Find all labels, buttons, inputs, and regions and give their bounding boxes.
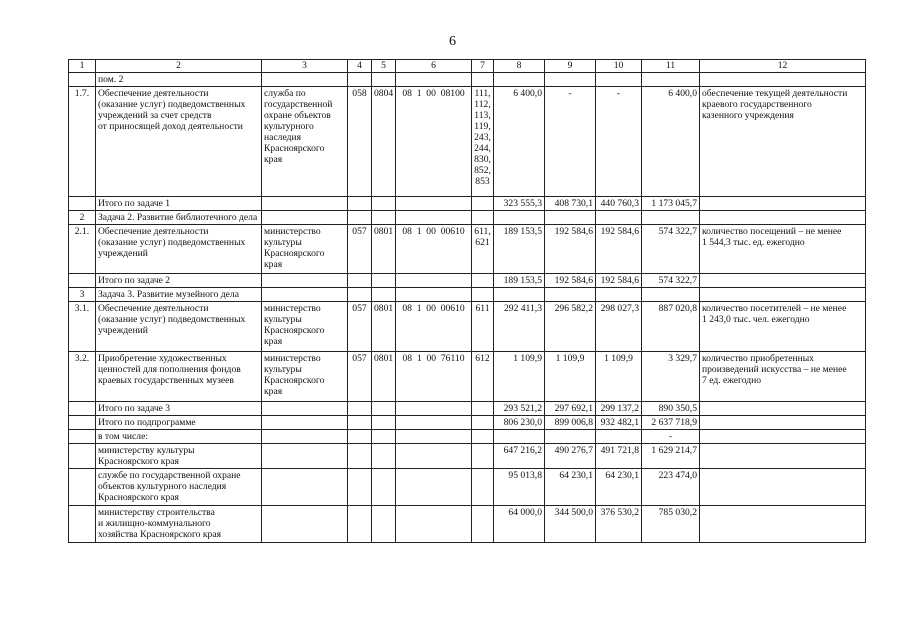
- table-row: [69, 87, 866, 197]
- table-row: [69, 197, 866, 211]
- header-cell: 10: [596, 60, 642, 73]
- row-number: 1.7.: [69, 87, 96, 197]
- header-cell: 9: [545, 60, 596, 73]
- header-cell: 2: [96, 60, 262, 73]
- table-row: [69, 469, 866, 506]
- value-year1: 323 555,3: [494, 197, 545, 211]
- value-year3: 299 137,2: [596, 402, 642, 416]
- row-number: 3: [69, 288, 96, 302]
- row-label: министерству строительства и жилищно-коммунального хозяйства Красноярского края: [96, 506, 262, 543]
- value-year1: 806 230,0: [494, 416, 545, 430]
- value-year1: 64 000,0: [494, 506, 545, 543]
- value-total: 1 629 214,7: [642, 444, 700, 469]
- value-total: 785 030,2: [642, 506, 700, 543]
- header-cell: 6: [396, 60, 472, 73]
- value-year2: 344 500,0: [545, 506, 596, 543]
- rzpr-code: 0804: [372, 87, 396, 197]
- row-label: в том числе:: [96, 430, 262, 444]
- row-label: Обеспечение деятельности (оказание услуг) подведомственных учреждений за счет средств от приносящей доход деятельности: [96, 87, 262, 197]
- row-number: 3.2.: [69, 352, 96, 402]
- value-year2: 490 276,7: [545, 444, 596, 469]
- expected-result: количество приобретенных произведений искусства – не менее 7 ед. ежегодно: [700, 352, 866, 402]
- value-total: 574 322,7: [642, 225, 700, 274]
- grbs-code: 057: [348, 352, 372, 402]
- row-number: 2: [69, 211, 96, 225]
- header-cell: 11: [642, 60, 700, 73]
- value-total: 223 474,0: [642, 469, 700, 506]
- value-year1: 189 153,5: [494, 274, 545, 288]
- csr-code: 08 1 00 76110: [396, 352, 472, 402]
- vr-code: 612: [472, 352, 494, 402]
- header-cell: 1: [69, 60, 96, 73]
- expected-result: обеспечение текущей деятельности краевого государственного казенного учреждения: [700, 87, 866, 197]
- header-cell: 7: [472, 60, 494, 73]
- value-year1: 189 153,5: [494, 225, 545, 274]
- value-year2: 192 584,6: [545, 225, 596, 274]
- value-year3: 440 760,3: [596, 197, 642, 211]
- table-row: [69, 352, 866, 402]
- value-year1: 95 013,8: [494, 469, 545, 506]
- value-year3: 192 584,6: [596, 225, 642, 274]
- value-year1: 6 400,0: [494, 87, 545, 197]
- value-total: 3 329,7: [642, 352, 700, 402]
- header-cell: 12: [700, 60, 866, 73]
- grbs-code: 057: [348, 225, 372, 274]
- table-row: [69, 506, 866, 543]
- value-year2: -: [545, 87, 596, 197]
- value-year2: 192 584,6: [545, 274, 596, 288]
- row-label: Итого по задаче 3: [96, 402, 262, 416]
- value-year1: 292 411,3: [494, 302, 545, 352]
- header-cell: 8: [494, 60, 545, 73]
- value-year3: 192 584,6: [596, 274, 642, 288]
- rzpr-code: 0801: [372, 225, 396, 274]
- value-year2: 297 692,1: [545, 402, 596, 416]
- row-label: Обеспечение деятельности (оказание услуг) подведомственных учреждений: [96, 225, 262, 274]
- vr-code: 111, 112, 113, 119, 243, 244, 830, 852, 853: [472, 87, 494, 197]
- vr-code: 611: [472, 302, 494, 352]
- table-row: [69, 430, 866, 444]
- value-total: 890 350,5: [642, 402, 700, 416]
- header-row: [69, 60, 866, 73]
- value-total: 6 400,0: [642, 87, 700, 197]
- expected-result: количество посетителей – не менее 1 243,0 тыс. чел. ежегодно: [700, 302, 866, 352]
- value-year3: 64 230,1: [596, 469, 642, 506]
- grbs-code: 058: [348, 87, 372, 197]
- value-year3: -: [596, 87, 642, 197]
- value-total: -: [642, 430, 700, 444]
- row-label: Обеспечение деятельности (оказание услуг) подведомственных учреждений: [96, 302, 262, 352]
- row-label: Итого по задаче 1: [96, 197, 262, 211]
- table-row: [69, 444, 866, 469]
- task-title: Задача 2. Развитие библиотечного дела: [96, 211, 262, 225]
- header-cell: 3: [262, 60, 348, 73]
- header-cell: 5: [372, 60, 396, 73]
- value-year2: 408 730,1: [545, 197, 596, 211]
- responsible-org: министерство культуры Красноярского края: [262, 352, 348, 402]
- table-row: [69, 416, 866, 430]
- value-total: 1 173 045,7: [642, 197, 700, 211]
- row-label: министерству культуры Красноярского края: [96, 444, 262, 469]
- row-label: Итого по задаче 2: [96, 274, 262, 288]
- table-row: [69, 73, 866, 87]
- task-row: [69, 288, 866, 302]
- responsible-org: министерство культуры Красноярского края: [262, 225, 348, 274]
- value-year2: 296 582,2: [545, 302, 596, 352]
- expected-result: количество посещений – не менее 1 544,3 тыс. ед. ежегодно: [700, 225, 866, 274]
- grbs-code: 057: [348, 302, 372, 352]
- row-number: 3.1.: [69, 302, 96, 352]
- value-year2: 1 109,9: [545, 352, 596, 402]
- value-total: 887 020,8: [642, 302, 700, 352]
- rzpr-code: 0801: [372, 352, 396, 402]
- value-year1: 293 521,2: [494, 402, 545, 416]
- table-row: [69, 225, 866, 274]
- table-row: [69, 274, 866, 288]
- rzpr-code: 0801: [372, 302, 396, 352]
- subprogram-table: [68, 59, 866, 543]
- page-number: 6: [449, 34, 456, 49]
- csr-code: 08 1 00 08100: [396, 87, 472, 197]
- responsible-org: служба по государственной охране объектов культурного наследия Красноярского края: [262, 87, 348, 197]
- value-year3: 298 027,3: [596, 302, 642, 352]
- task-title: Задача 3. Развитие музейного дела: [96, 288, 262, 302]
- value-total: 2 637 718,9: [642, 416, 700, 430]
- value-year3: 491 721,8: [596, 444, 642, 469]
- responsible-org: министерство культуры Красноярского края: [262, 302, 348, 352]
- csr-code: 08 1 00 00610: [396, 225, 472, 274]
- row-number: 2.1.: [69, 225, 96, 274]
- row-label: пом. 2: [96, 73, 262, 87]
- value-year1: 1 109,9: [494, 352, 545, 402]
- table-row: [69, 402, 866, 416]
- value-total: 574 322,7: [642, 274, 700, 288]
- header-cell: 4: [348, 60, 372, 73]
- row-label: службе по государственной охране объектов культурного наследия Красноярского края: [96, 469, 262, 506]
- value-year2: 64 230,1: [545, 469, 596, 506]
- vr-code: 611, 621: [472, 225, 494, 274]
- task-row: [69, 211, 866, 225]
- value-year3: 1 109,9: [596, 352, 642, 402]
- row-label: Итого по подпрограмме: [96, 416, 262, 430]
- row-label: Приобретение художественных ценностей для пополнения фондов краевых государственных музеев: [96, 352, 262, 402]
- value-year3: 376 530,2: [596, 506, 642, 543]
- csr-code: 08 1 00 00610: [396, 302, 472, 352]
- table-row: [69, 302, 866, 352]
- value-year3: 932 482,1: [596, 416, 642, 430]
- value-year1: 647 216,2: [494, 444, 545, 469]
- value-year2: 899 006,8: [545, 416, 596, 430]
